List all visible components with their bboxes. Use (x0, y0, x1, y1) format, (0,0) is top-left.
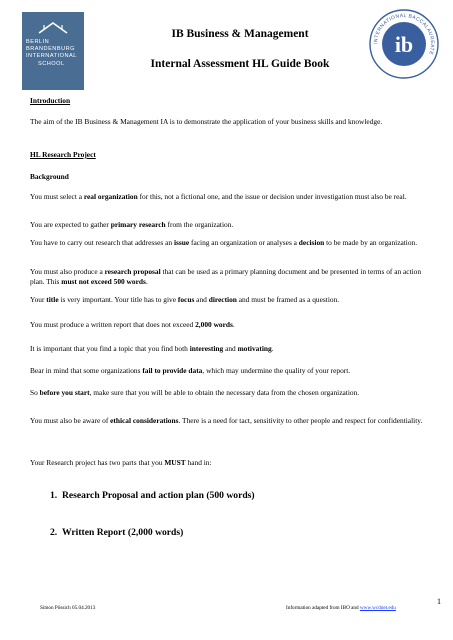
paragraph-fail-data (30, 366, 430, 376)
paragraph-issue-decision (30, 238, 430, 248)
text-bold: real organization (83, 192, 138, 201)
text: that can be used as a primary planning document and be presented in terms of an action plan. This (30, 267, 422, 286)
text: to be made by an organization. (324, 238, 418, 247)
text-bold: fail to provide data (142, 366, 203, 375)
logo-line: BERLIN (26, 39, 50, 45)
seal-letters: ib (394, 32, 414, 57)
text: , which may undermine the quality of your report. (202, 366, 351, 375)
text: facing an organization or analyses a (189, 238, 299, 247)
text-bold: focus (177, 295, 195, 304)
text: is very important. Your title has to give (58, 295, 178, 304)
list-text: Research Proposal and action plan (500 words) (62, 490, 255, 501)
introduction-heading: Introduction (30, 96, 71, 105)
text: for this, not a fictional one, and the issue or decision under investigation must also be real. (137, 192, 407, 201)
text: So (30, 388, 40, 397)
text: Bear in mind that some organizations (30, 366, 143, 375)
text: . (232, 320, 235, 329)
footer-source (286, 605, 396, 611)
list-number: 2. (50, 527, 58, 538)
text-bold: must not exceed 500 words (61, 277, 146, 286)
introduction-text: The aim of the IB Business & Management IA is to demonstrate the application of your business skills and knowledge. (30, 117, 383, 126)
list-item (50, 527, 183, 538)
list-item (50, 490, 255, 501)
paragraph-title (30, 295, 430, 305)
text: . (145, 277, 148, 286)
text: and (223, 344, 238, 353)
text-bold: MUST (164, 458, 186, 467)
paragraph-interesting-topic (30, 344, 430, 354)
text-bold: primary research (110, 220, 166, 229)
text: and (194, 295, 209, 304)
school-roof-icon (38, 20, 68, 34)
text-bold: issue (173, 238, 190, 247)
text-bold: 2,000 words (195, 320, 233, 329)
text: hand in: (185, 458, 212, 467)
text-bold: decision (298, 238, 325, 247)
text: You must also be aware of (30, 416, 111, 425)
text: from the organization. (165, 220, 234, 229)
document-title: IB Business & Management (171, 28, 309, 40)
text: It is important that you find a topic that you find both (30, 344, 190, 353)
hl-project-heading: HL Research Project (30, 150, 96, 159)
text: . (271, 344, 274, 353)
text: You must also produce a (30, 267, 105, 276)
text: You are expected to gather (30, 220, 111, 229)
text: Your (30, 295, 47, 304)
text: and must be framed as a question. (236, 295, 340, 304)
text: . There is a need for tact, sensitivity to other people and respect for confidentiality. (178, 416, 423, 425)
text-bold: research proposal (104, 267, 161, 276)
text-bold: before you start (39, 388, 90, 397)
page-number: 1 (437, 597, 441, 606)
text: Your Research project has two parts that you (30, 458, 165, 467)
text-bold: title (46, 295, 59, 304)
text-bold: direction (208, 295, 237, 304)
text-bold: motivating (237, 344, 272, 353)
text-bold: ethical considerations (110, 416, 179, 425)
list-number: 1. (50, 490, 58, 501)
ib-seal-icon (368, 8, 440, 80)
footer-author: Simon Pössich 05.04.2013 (40, 605, 96, 611)
paragraph-before-start (30, 388, 430, 398)
logo-line: SCHOOL (38, 60, 65, 67)
paragraph-word-limit (30, 320, 430, 330)
text: , make sure that you will be able to obtain the necessary data from the chosen organization. (89, 388, 360, 397)
footer-link[interactable]: www.wcdnet.edu (359, 605, 396, 611)
logo-line: INTERNATIONAL (26, 53, 77, 60)
footer-source-text: Information adapted from IBO and (286, 605, 360, 611)
logo-line: BRANDENBURG (26, 46, 76, 53)
school-logo (22, 12, 84, 90)
paragraph-real-organization (30, 192, 430, 202)
paragraph-research-proposal (30, 267, 430, 287)
list-text: Written Report (2,000 words) (62, 527, 184, 538)
text: You must produce a written report that does not exceed (30, 320, 196, 329)
paragraph-two-parts (30, 458, 430, 468)
document-subtitle: Internal Assessment HL Guide Book (150, 58, 330, 70)
text-bold: interesting (189, 344, 224, 353)
paragraph-ethics (30, 416, 430, 426)
text: You have to carry out research that addresses an (30, 238, 174, 247)
text: You must select a (30, 192, 84, 201)
background-heading: Background (30, 172, 69, 181)
seal-text: INTERNATIONAL BACCALAUREATE (372, 12, 436, 56)
paragraph-primary-research (30, 220, 430, 230)
